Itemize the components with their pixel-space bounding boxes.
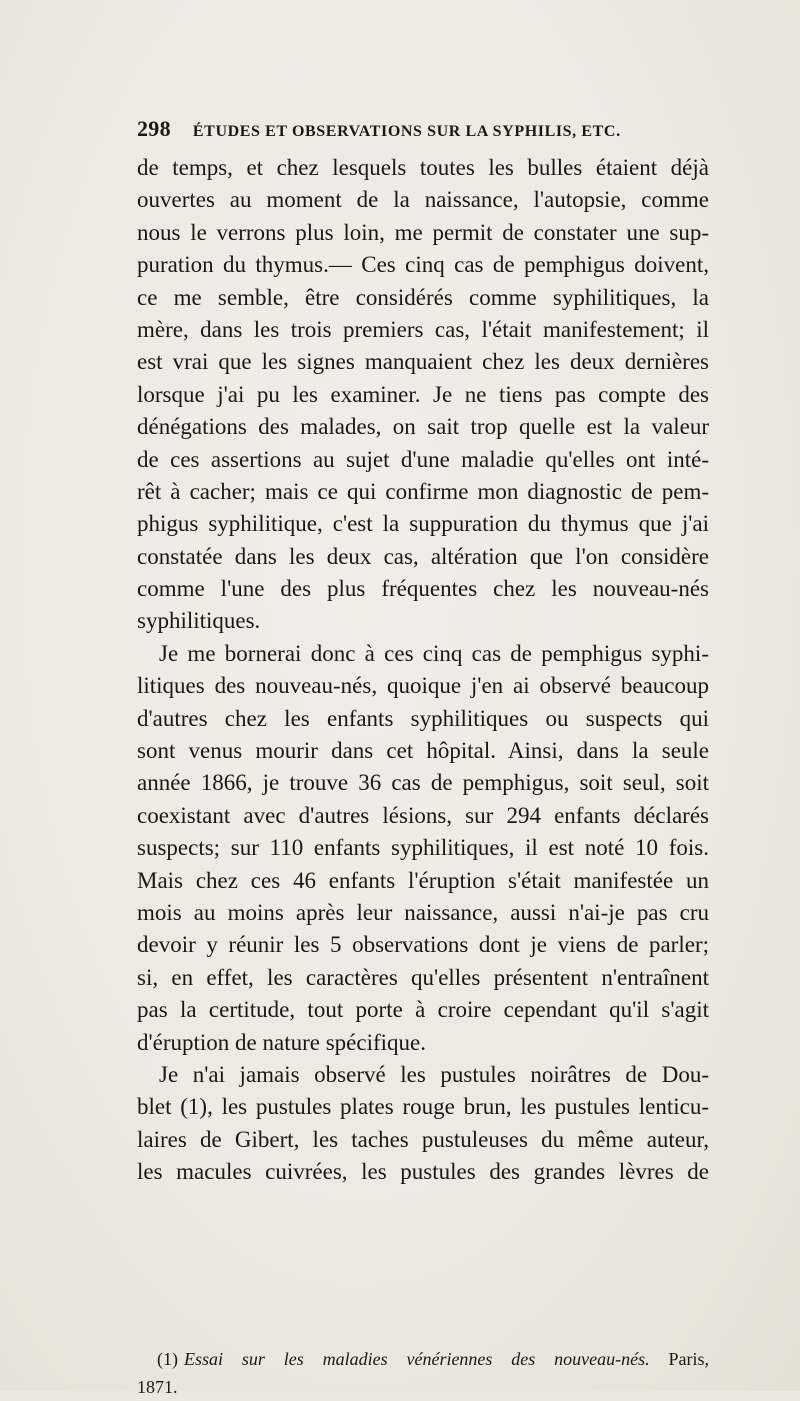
text-line: dénégations des malades, on sait trop quelle est la valeur bbox=[137, 414, 709, 440]
text-line: rêt à cacher; mais ce qui confirme mon diagnostic de pem- bbox=[137, 478, 709, 504]
text-line: devoir y réunir les 5 observations dont je viens de parler; bbox=[137, 932, 709, 958]
text-line: les macules cuivrées, les pustules des grandes lèvres de bbox=[137, 1159, 709, 1185]
text-line: d'éruption de nature spécifique. bbox=[137, 1029, 426, 1055]
text-line: lorsque j'ai pu les examiner. Je ne tiens pas compte des bbox=[137, 381, 709, 407]
text-line: phigus syphilitique, c'est la suppuration du thymus que j'ai bbox=[137, 511, 709, 537]
footnote-marker: (1) bbox=[157, 1349, 178, 1369]
text-line: coexistant avec d'autres lésions, sur 294 enfants déclarés bbox=[137, 802, 709, 828]
footnote-citation: Essai sur les maladies vénériennes des nouveau-nés. bbox=[184, 1349, 650, 1369]
text-line: mère, dans les trois premiers cas, l'était manifestement; il bbox=[137, 316, 709, 342]
text-line: Mais chez ces 46 enfants l'éruption s'était manifestée un bbox=[137, 867, 709, 893]
footnote-place: Paris, bbox=[668, 1349, 709, 1369]
text-line: syphilitiques. bbox=[137, 608, 261, 634]
text-line: d'autres chez les enfants syphilitiques ou suspects qui bbox=[137, 705, 709, 731]
text-line: sont venus mourir dans cet hôpital. Ainsi, dans la seule bbox=[137, 738, 709, 764]
footnote-year: 1871. bbox=[137, 1377, 178, 1397]
text-line: blet (1), les pustules plates rouge brun, les pustules lenticu- bbox=[137, 1094, 709, 1120]
text-line: suspects; sur 110 enfants syphilitiques, il est noté 10 fois. bbox=[137, 835, 709, 861]
text-line: mois au moins après leur naissance, aussi n'ai-je pas cru bbox=[137, 899, 709, 925]
text-line: comme l'une des plus fréquentes chez les nouveau-nés bbox=[137, 576, 709, 602]
text-line: ouvertes au moment de la naissance, l'autopsie, comme bbox=[137, 187, 709, 213]
text-line: Je n'ai jamais observé les pustules noirâtres de Dou- bbox=[159, 1061, 709, 1087]
text-line: Je me bornerai donc à ces cinq cas de pemphigus syphi- bbox=[159, 640, 709, 666]
page-number: 298 bbox=[137, 116, 171, 141]
footnote-line bbox=[137, 1345, 709, 1373]
text-line: de ces assertions au sujet d'une maladie qu'elles ont inté- bbox=[137, 446, 709, 472]
text-line: année 1866, je trouve 36 cas de pemphigus, soit seul, soit bbox=[137, 770, 709, 796]
running-title: ÉTUDES ET OBSERVATIONS SUR LA SYPHILIS, ETC. bbox=[192, 123, 621, 140]
text-line: nous le verrons plus loin, me permit de constater une sup- bbox=[137, 219, 709, 245]
text-line: de temps, et chez lesquels toutes les bulles étaient déjà bbox=[137, 155, 709, 180]
text-line: pas la certitude, tout porte à croire cependant qu'il s'agit bbox=[137, 997, 709, 1023]
text-line: si, en effet, les caractères qu'elles présentent n'entraînent bbox=[137, 964, 709, 990]
text-line: litiques des nouveau-nés, quoique j'en ai observé beaucoup bbox=[137, 673, 709, 699]
text-line: constatée dans les deux cas, altération que l'on considère bbox=[137, 543, 709, 569]
text-line: ce me semble, être considérés comme syphilitiques, la bbox=[137, 284, 709, 310]
text-line: laires de Gibert, les taches pustuleuses du même auteur, bbox=[137, 1126, 709, 1152]
body-text bbox=[137, 152, 709, 1189]
text-line: est vrai que les signes manquaient chez les deux dernières bbox=[137, 349, 709, 375]
running-header bbox=[137, 116, 697, 146]
text-line: puration du thymus.— Ces cinq cas de pemphigus doivent, bbox=[137, 252, 709, 278]
footnote bbox=[137, 1345, 709, 1401]
